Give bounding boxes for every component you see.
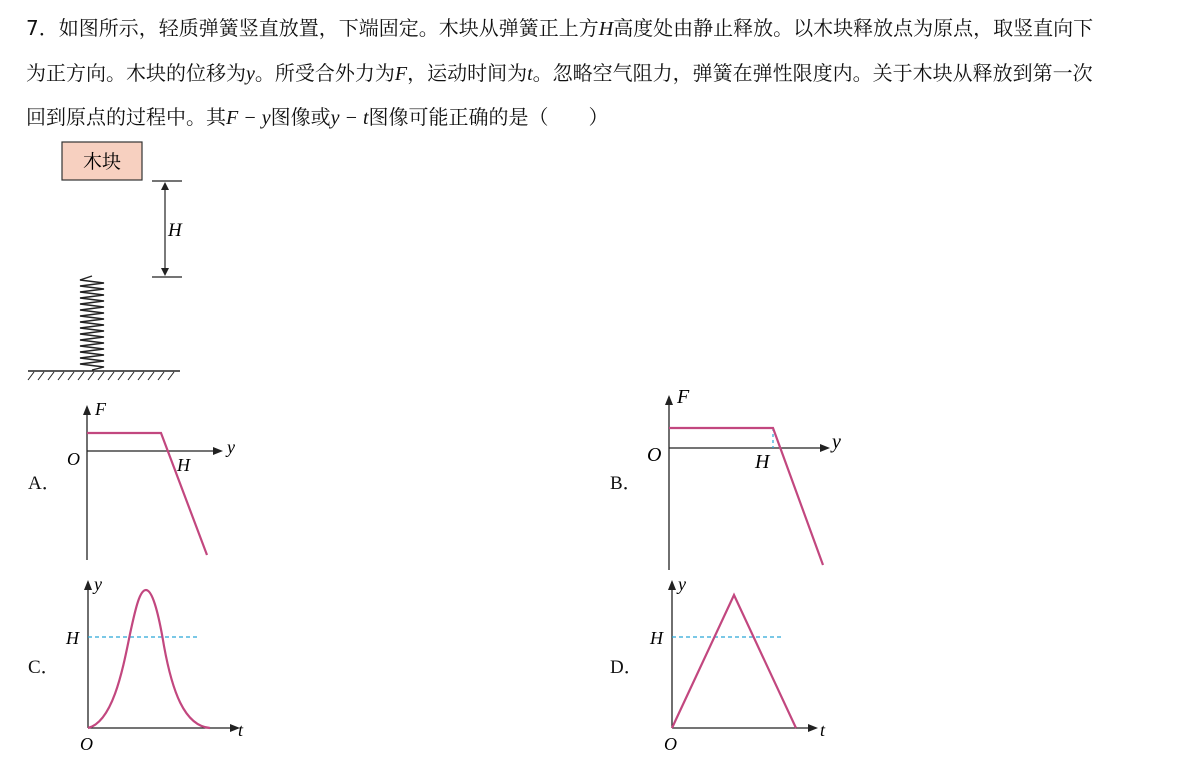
expr-F-y: F − y [226,107,271,129]
axis-label-y: y [94,574,102,594]
question-line-2 [26,59,1093,88]
question-line-1 [26,14,1093,43]
question-text: 为正方向。木块的位移为 [26,61,246,85]
var-H: H [598,18,614,40]
graph-curve [88,590,210,728]
option-b-graph[interactable] [635,385,855,570]
axis-arrow-icon [213,447,223,455]
question-text: 图像可能正确的是（ ） [368,105,609,129]
axis-label-t: t [238,720,244,740]
question-line-3 [26,103,609,132]
H-label: H [66,628,79,648]
question-text: 图像或 [270,105,331,129]
origin-label: O [67,449,80,469]
origin-label: O [80,734,93,754]
var-F: F [394,63,408,85]
axis-label-t: t [820,720,826,740]
question-text: 。忽略空气阻力，弹簧在弹性限度内。关于木块从释放到第一次 [532,61,1093,85]
option-a-graph[interactable] [55,395,255,565]
spring [80,276,104,370]
H-label: H [755,451,770,473]
option-b-label[interactable]: B． [610,473,642,494]
axis-arrow-icon [84,580,92,590]
option-d-label[interactable]: D． [610,657,643,678]
axis-label-F: F [677,386,690,408]
axis-label-y: y [678,574,686,594]
axis-label-y: y [227,437,235,457]
axis-arrow-icon [808,724,818,732]
height-label: H [168,220,182,241]
graph-curve [672,595,796,728]
question-text: 回到原点的过程中。其 [26,105,226,129]
question-number: 7． [26,16,59,40]
var-y: y [246,63,255,85]
question-text: 。所受合外力为 [254,61,395,85]
spring-figure [0,130,220,390]
origin-label: O [664,734,677,754]
option-c-graph[interactable] [60,570,260,755]
var-t: t [527,63,533,85]
origin-label: O [647,444,662,466]
axis-arrow-icon [820,444,830,452]
H-label: H [650,628,663,648]
axis-arrow-icon [83,405,91,415]
option-c-label[interactable]: C． [28,657,60,678]
question-text: 高度处由静止释放。以木块释放点为原点，取竖直向下 [613,16,1094,40]
H-label: H [177,455,190,475]
axis-label-y: y [832,431,841,453]
axis-arrow-icon [668,580,676,590]
question-text: ，运动时间为 [407,61,528,85]
question-text: 如图所示，轻质弹簧竖直放置，下端固定。木块从弹簧正上方 [58,16,599,40]
block-label: 木块 [82,151,122,173]
option-d-graph[interactable] [640,570,840,755]
axis-label-F: F [95,399,106,419]
option-a-label[interactable]: A． [28,473,61,494]
expr-y-t: y − t [330,107,369,129]
axis-arrow-icon [665,395,673,405]
